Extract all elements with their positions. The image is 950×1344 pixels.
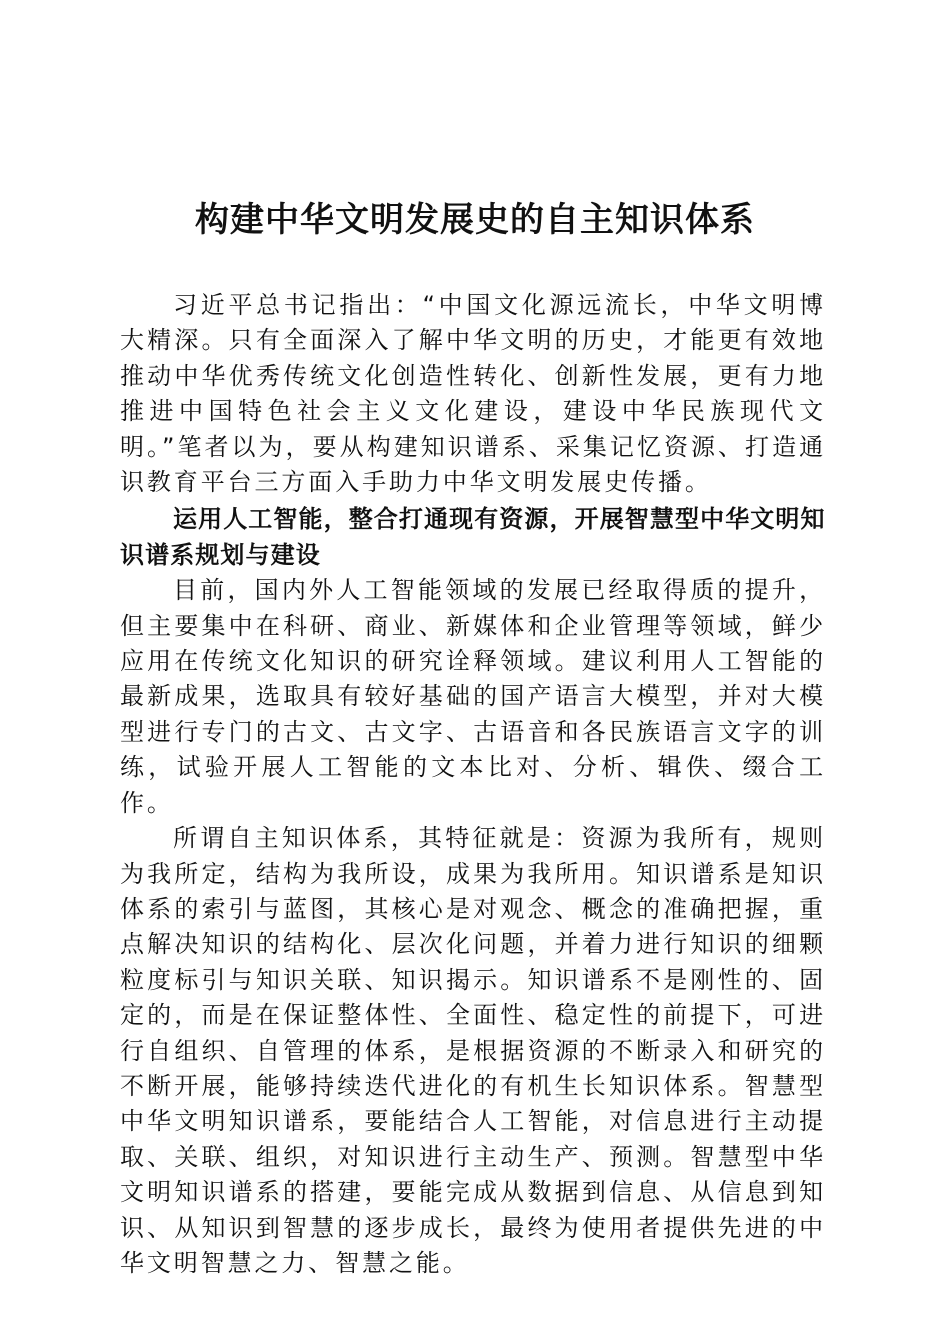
intro-paragraph: 习近平总书记指出：“中国文化源远流长，中华文明博大精深。只有全面深入了解中华文明的历史，才能更有效地推动中华优秀传统文化创造性转化、创新性发展，更有力地推进中国特色社会主义文化建设，建设中华民族现代文明。”笔者以为，要从构建知识谱系、采集记忆资源、打造通识教育平台三方面入手助力中华文明发展史传播。 xyxy=(120,291,826,497)
article-body xyxy=(120,288,826,1281)
document-title: 构建中华文明发展史的自主知识体系 xyxy=(195,200,755,240)
section-heading: 运用人工智能，整合打通现有资源，开展智慧型中华文明知识谱系规划与建设 xyxy=(120,505,826,569)
body-paragraph-1: 目前，国内外人工智能领域的发展已经取得质的提升，但主要集中在科研、商业、新媒体和企业管理等领域，鲜少应用在传统文化知识的研究诠释领域。建议利用人工智能的最新成果，选取具有较好基础的国产语言大模型，并对大模型进行专门的古文、古文字、古语音和各民族语言文字的训练，试验开展人工智能的文本比对、分析、辑佚、缀合工作。 xyxy=(120,576,826,817)
body-paragraph-2: 所谓自主知识体系，其特征就是：资源为我所有，规则为我所定，结构为我所设，成果为我所用。知识谱系是知识体系的索引与蓝图，其核心是对观念、概念的准确把握，重点解决知识的结构化、层次化问题，并着力进行知识的细颗粒度标引与知识关联、知识揭示。知识谱系不是刚性的、固定的，而是在保证整体性、全面性、稳定性的前提下，可进行自组织、自管理的体系，是根据资源的不断录入和研究的不断开展，能够持续迭代进化的有机生长知识体系。智慧型中华文明知识谱系，要能结合人工智能，对信息进行主动提取、关联、组织，对知识进行主动生产、预测。智慧型中华文明知识谱系的搭建，要能完成从数据到信息、从信息到知识、从知识到智慧的逐步成长，最终为使用者提供先进的中华文明智慧之力、智慧之能。 xyxy=(120,824,826,1277)
